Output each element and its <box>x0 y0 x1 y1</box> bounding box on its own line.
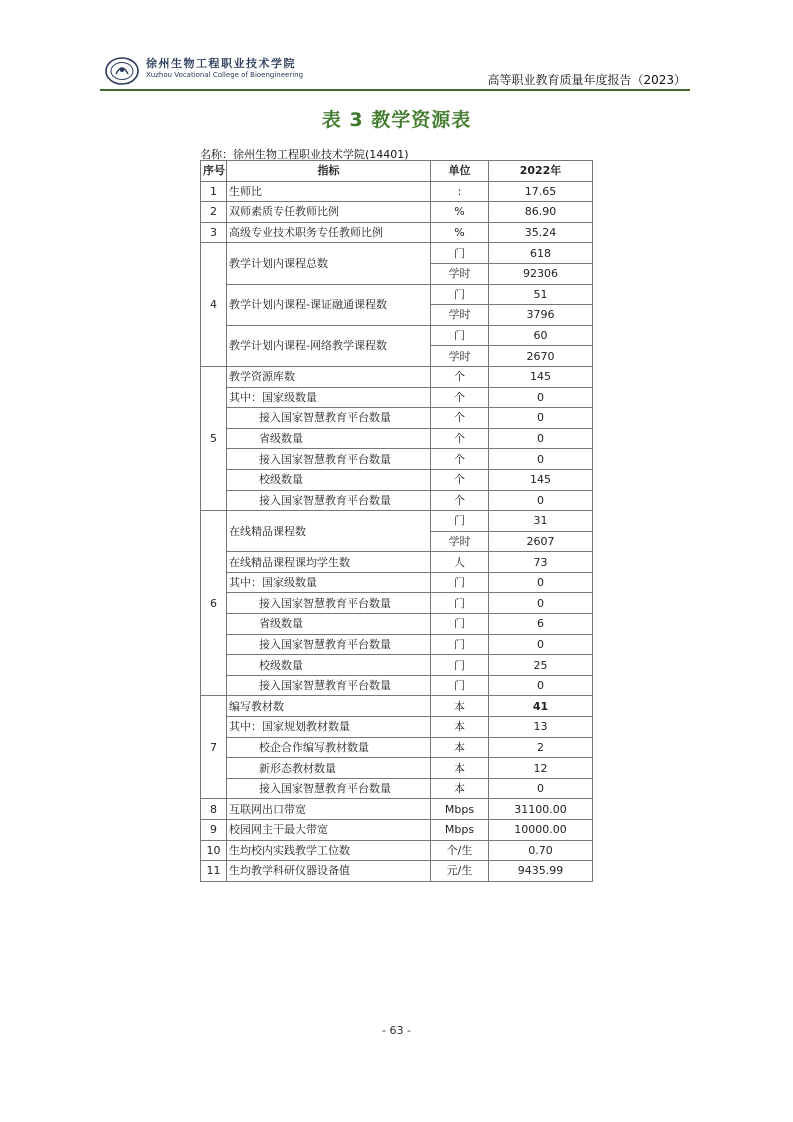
row-value: 0 <box>489 572 593 593</box>
row-indicator: 生师比 <box>227 181 431 202</box>
row-value: 51 <box>489 284 593 305</box>
row-value: 0.70 <box>489 840 593 861</box>
row-no: 4 <box>201 243 227 367</box>
institution-name: 名称：徐州生物工程职业技术学院(14401) <box>200 148 409 161</box>
header-year: 2022年 <box>489 161 593 182</box>
table-row <box>201 428 593 449</box>
row-indicator: 教学计划内课程-网络教学课程数 <box>227 325 431 366</box>
row-indicator: 接入国家智慧教育平台数量 <box>227 593 431 614</box>
teaching-resources-table <box>200 160 593 882</box>
row-unit: 门 <box>431 614 489 635</box>
row-unit: % <box>431 222 489 243</box>
table-row <box>201 243 593 264</box>
row-value: 60 <box>489 325 593 346</box>
row-value: 17.65 <box>489 181 593 202</box>
header-divider <box>100 89 690 91</box>
page-header <box>100 52 690 90</box>
row-value: 145 <box>489 366 593 387</box>
row-unit: 个 <box>431 428 489 449</box>
row-indicator: 互联网出口带宽 <box>227 799 431 820</box>
row-value: 10000.00 <box>489 820 593 841</box>
row-no: 1 <box>201 181 227 202</box>
row-indicator: 高级专业技术职务专任教师比例 <box>227 222 431 243</box>
report-title: 高等职业教育质量年度报告（2023） <box>487 73 686 87</box>
row-indicator: 新形态教材数量 <box>227 758 431 779</box>
row-unit: 个 <box>431 408 489 429</box>
row-unit: 本 <box>431 758 489 779</box>
table-row <box>201 366 593 387</box>
school-name-en: Xuzhou Vocational College of Bioengineering <box>146 71 304 79</box>
row-value: 0 <box>489 490 593 511</box>
row-value: 35.24 <box>489 222 593 243</box>
table-row <box>201 490 593 511</box>
row-indicator: 其中：国家级数量 <box>227 572 431 593</box>
row-value: 13 <box>489 717 593 738</box>
row-unit: 门 <box>431 572 489 593</box>
row-value: 6 <box>489 614 593 635</box>
table-row <box>201 675 593 696</box>
row-unit: 学时 <box>431 346 489 367</box>
table-row <box>201 634 593 655</box>
row-unit: 学时 <box>431 263 489 284</box>
table-row <box>201 222 593 243</box>
row-unit: 门 <box>431 325 489 346</box>
row-indicator: 生均教学科研仪器设备值 <box>227 861 431 882</box>
row-value: 9435.99 <box>489 861 593 882</box>
row-value: 2 <box>489 737 593 758</box>
row-unit: 门 <box>431 634 489 655</box>
row-indicator: 其中：国家级数量 <box>227 387 431 408</box>
table-row <box>201 469 593 490</box>
row-indicator: 校园网主干最大带宽 <box>227 820 431 841</box>
row-indicator: 生均校内实践教学工位数 <box>227 840 431 861</box>
row-value: 25 <box>489 655 593 676</box>
row-unit: 学时 <box>431 531 489 552</box>
page-number: - 63 - <box>382 1024 411 1037</box>
table-row <box>201 655 593 676</box>
row-unit: 个/生 <box>431 840 489 861</box>
row-unit: 门 <box>431 593 489 614</box>
row-value: 86.90 <box>489 202 593 223</box>
row-unit: 门 <box>431 284 489 305</box>
row-value: 0 <box>489 387 593 408</box>
table-row <box>201 614 593 635</box>
table-row <box>201 511 593 532</box>
row-value: 31100.00 <box>489 799 593 820</box>
table-row <box>201 696 593 717</box>
row-indicator: 教学资源库数 <box>227 366 431 387</box>
table-row <box>201 325 593 346</box>
table-title: 表 3 教学资源表 <box>321 109 472 131</box>
row-indicator: 双师素质专任教师比例 <box>227 202 431 223</box>
row-unit: 本 <box>431 717 489 738</box>
row-indicator: 省级数量 <box>227 428 431 449</box>
row-no: 8 <box>201 799 227 820</box>
row-value: 12 <box>489 758 593 779</box>
row-value: 0 <box>489 449 593 470</box>
row-unit: 门 <box>431 655 489 676</box>
row-indicator: 编写教材数 <box>227 696 431 717</box>
row-value: 0 <box>489 634 593 655</box>
table-row <box>201 820 593 841</box>
header-unit: 单位 <box>431 161 489 182</box>
row-no: 10 <box>201 840 227 861</box>
row-unit: 个 <box>431 366 489 387</box>
table-row <box>201 202 593 223</box>
table-row <box>201 284 593 305</box>
table-row <box>201 552 593 573</box>
school-logo-icon <box>105 56 139 86</box>
row-value: 2670 <box>489 346 593 367</box>
row-unit: Mbps <box>431 799 489 820</box>
row-no: 7 <box>201 696 227 799</box>
row-value: 73 <box>489 552 593 573</box>
row-value: 0 <box>489 408 593 429</box>
row-value: 31 <box>489 511 593 532</box>
table-header-row <box>201 161 593 182</box>
row-indicator: 接入国家智慧教育平台数量 <box>227 408 431 429</box>
row-unit: 本 <box>431 696 489 717</box>
row-value: 92306 <box>489 263 593 284</box>
row-value: 618 <box>489 243 593 264</box>
row-unit: 元/生 <box>431 861 489 882</box>
table-row <box>201 449 593 470</box>
row-unit: 个 <box>431 490 489 511</box>
row-indicator: 其中：国家规划教材数量 <box>227 717 431 738</box>
row-unit: % <box>431 202 489 223</box>
row-indicator: 校级数量 <box>227 469 431 490</box>
table-row <box>201 387 593 408</box>
table-row <box>201 799 593 820</box>
row-unit: 门 <box>431 675 489 696</box>
row-no: 2 <box>201 202 227 223</box>
row-no: 11 <box>201 861 227 882</box>
table-row <box>201 861 593 882</box>
table-row <box>201 758 593 779</box>
row-unit: 个 <box>431 469 489 490</box>
table-row <box>201 593 593 614</box>
row-indicator: 接入国家智慧教育平台数量 <box>227 675 431 696</box>
row-unit: 本 <box>431 778 489 799</box>
table-row <box>201 181 593 202</box>
school-name-cn: 徐州生物工程职业技术学院 <box>146 57 296 70</box>
row-value: 2607 <box>489 531 593 552</box>
row-value: 0 <box>489 778 593 799</box>
row-no: 5 <box>201 366 227 510</box>
table-row <box>201 408 593 429</box>
row-indicator: 接入国家智慧教育平台数量 <box>227 634 431 655</box>
row-value: 41 <box>489 696 593 717</box>
row-unit: 学时 <box>431 305 489 326</box>
row-no: 9 <box>201 820 227 841</box>
row-value: 0 <box>489 428 593 449</box>
row-value: 0 <box>489 675 593 696</box>
row-indicator: 在线精品课程课均学生数 <box>227 552 431 573</box>
row-indicator: 教学计划内课程-课证融通课程数 <box>227 284 431 325</box>
row-indicator: 接入国家智慧教育平台数量 <box>227 778 431 799</box>
row-indicator: 校级数量 <box>227 655 431 676</box>
row-value: 145 <box>489 469 593 490</box>
row-unit: 个 <box>431 387 489 408</box>
row-indicator: 省级数量 <box>227 614 431 635</box>
header-no: 序号 <box>201 161 227 182</box>
row-indicator: 接入国家智慧教育平台数量 <box>227 490 431 511</box>
row-unit: 人 <box>431 552 489 573</box>
row-unit: 个 <box>431 449 489 470</box>
header-indicator: 指标 <box>227 161 431 182</box>
row-value: 3796 <box>489 305 593 326</box>
row-no: 3 <box>201 222 227 243</box>
row-unit: 门 <box>431 511 489 532</box>
row-indicator: 在线精品课程数 <box>227 511 431 552</box>
table-row <box>201 778 593 799</box>
row-no: 6 <box>201 511 227 696</box>
table-row <box>201 737 593 758</box>
row-value: 0 <box>489 593 593 614</box>
row-unit: : <box>431 181 489 202</box>
row-indicator: 教学计划内课程总数 <box>227 243 431 284</box>
table-row <box>201 572 593 593</box>
row-indicator: 接入国家智慧教育平台数量 <box>227 449 431 470</box>
row-indicator: 校企合作编写教材数量 <box>227 737 431 758</box>
table-row <box>201 717 593 738</box>
row-unit: 本 <box>431 737 489 758</box>
table-row <box>201 840 593 861</box>
row-unit: 门 <box>431 243 489 264</box>
row-unit: Mbps <box>431 820 489 841</box>
